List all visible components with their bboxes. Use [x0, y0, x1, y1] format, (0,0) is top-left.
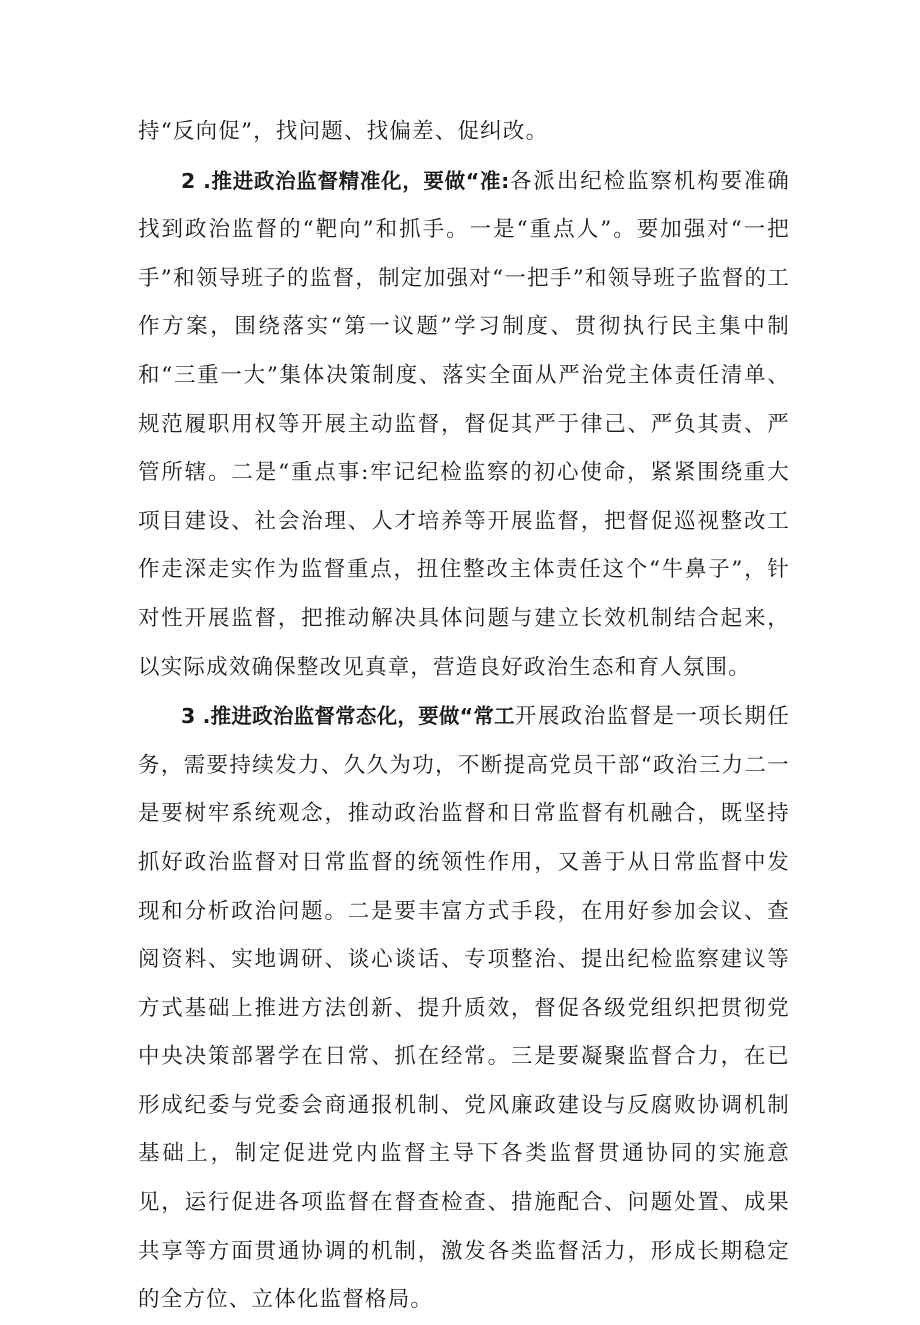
paragraph-continuation — [138, 108, 790, 157]
paragraph-regular-supervision — [138, 692, 790, 1325]
paragraph-text: 持“反向促”，找问题、找偏差、促纠改。 — [138, 119, 549, 144]
paragraph-lead-heading: 2 .推进政治监督精准化，要做“准: — [181, 168, 510, 193]
document-body — [138, 108, 790, 1325]
paragraph-text: 各派出纪检监察机构要准确找到政治监督的“靶向”和抓手。一是“重点人”。要加强对“一把手”和领导班子的监督，制定加强对“一把手”和领导班子监督的工作方案，围绕落实“第一议题”学习制度、贯彻执行民主集中制和“三重一大”集体决策制度、落实全面从严治党主体责任清单、规范履职用权等开展主动监督，督促其严于律己、严负其责、严管所辖。二是“重点事:牢记纪检监察的初心使命，紧紧围绕重大项目建设、社会治理、人才培养等开展监督，把督促巡视整改工作走深走实作为监督重点，扭住整改主体责任这个“牛鼻子”，针对性开展监督，把推动解决具体问题与建立长效机制结合起来，以实际成效确保整改见真章，营造良好政治生态和育人氛围。 — [138, 168, 791, 680]
paragraph-precision-supervision — [138, 157, 790, 693]
paragraph-lead-heading: 3 .推进政治监督常态化，要做“常工 — [181, 704, 515, 729]
paragraph-text: 开展政治监督是一项长期任务，需要持续发力、久久为功，不断提高党员干部“政治三力二一是要树牢系统观念，推动政治监督和日常监督有机融合，既坚持抓好政治监督对日常监督的统领性作用，又善于从日常监督中发现和分析政治问题。二是要丰富方式手段，在用好参加会议、查阅资料、实地调研、谈心谈话、专项整治、提出纪检监察建议等方式基础上推进方法创新、提升质效，督促各级党组织把贯彻党中央决策部署学在日常、抓在经常。三是要凝聚监督合力，在已形成纪委与党委会商通报机制、党风廉政建设与反腐败协调机制基础上，制定促进党内监督主导下各类监督贯通协同的实施意见，运行促进各项监督在督查检查、措施配合、问题处置、成果共享等方面贯通协调的机制，激发各类监督活力，形成长期稳定的全方位、立体化监督格局。 — [138, 704, 790, 1313]
